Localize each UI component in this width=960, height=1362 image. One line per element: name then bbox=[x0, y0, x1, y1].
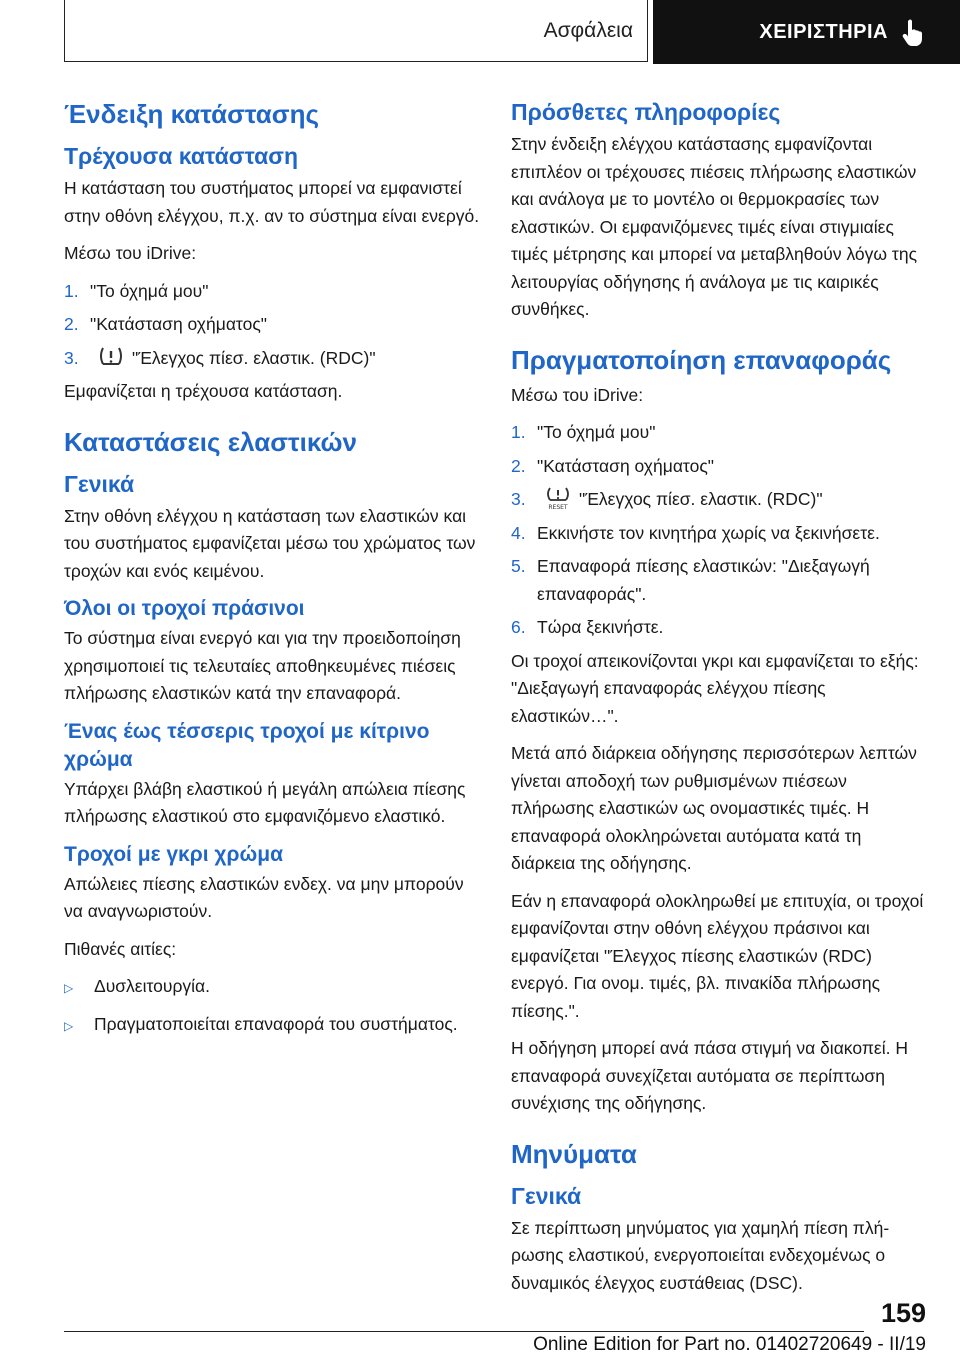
step-number: 4. bbox=[511, 522, 526, 543]
step-number: 2. bbox=[64, 314, 79, 334]
list-item bbox=[511, 614, 927, 642]
list-item bbox=[511, 419, 927, 447]
yellow-wheels-heading: Ένας έως τέσσερις τροχοί με κίτρινο χρώμα bbox=[64, 719, 430, 771]
hand-pointer-icon bbox=[902, 18, 924, 46]
reset-text-4: Η οδήγηση μπορεί ανά πάσα στιγμή να διακοπεί. Η επαναφορά συνεχίζεται αυτόματα σε περίπτωση συνέχισης της οδήγησης. bbox=[511, 1038, 908, 1113]
list-item bbox=[511, 486, 927, 514]
step-number: 5. bbox=[511, 556, 526, 576]
triangle-bullet-icon: ▷ bbox=[64, 1018, 74, 1033]
messages-title: Μηνύματα bbox=[511, 1138, 637, 1169]
cause-text: Δυσλειτουργία. bbox=[94, 976, 211, 996]
yellow-wheels-text: Υπάρχει βλάβη ελαστικού ή μεγάλη απώλεια πίεσης πλήρωσης ελαστικού στο εμφανιζόμενο ελαστικό. bbox=[64, 778, 466, 826]
general-heading: Γενικά bbox=[64, 470, 135, 497]
step-text: "Έλεγχος πίεσ. ελαστικ. (RDC)" bbox=[579, 489, 823, 509]
step-text: Τώρα ξεκινήστε. bbox=[537, 617, 664, 637]
step-text: "Το όχημά μου" bbox=[90, 280, 209, 301]
tire-pressure-warning-icon bbox=[98, 345, 124, 367]
step-text: Εκκινήστε τον κινητήρα χωρίς να ξεκινήσετε. bbox=[537, 522, 880, 543]
reset-text-3: Εάν η επαναφορά ολοκληρωθεί με επιτυχία, οι τροχοί εμφανίζονται στην οθόνη ελέγχου πράσινοι και εμφανίζεται "Έλεγχος πίεσης ελαστικών (RDC) ενεργό. Για ονομ. τιμές, βλ. πινακίδα πλήρωσης πίεσης.". bbox=[511, 890, 924, 1021]
general-text: Στην οθόνη ελέγχου η κατάσταση των ελαστικών και του συστήματος εμφανίζεται μέσω του χρώματος των τροχών και ενός κειμένου. bbox=[64, 505, 476, 581]
current-status-result: Εμφανίζεται η τρέχουσα κατάσταση. bbox=[64, 381, 343, 401]
footer-edition: Online Edition for Part no. 01402720649 - II/19 bbox=[533, 1334, 926, 1355]
step-number: 3. bbox=[64, 347, 79, 368]
step-number: 1. bbox=[64, 280, 79, 301]
reset-steps bbox=[511, 419, 927, 642]
list-item bbox=[64, 345, 480, 373]
left-column bbox=[64, 98, 480, 1048]
list-item bbox=[64, 311, 480, 339]
status-display-title: Ένδειξη κατάστασης bbox=[64, 99, 319, 129]
header-chapter-tab bbox=[653, 0, 960, 64]
step-number: 2. bbox=[511, 455, 526, 476]
tire-pressure-reset-icon bbox=[545, 486, 571, 510]
grey-wheels-text: Απώλειες πίεσης ελαστικών ενδεχ. να μην μπορούν να αναγνωριστούν. bbox=[64, 873, 464, 921]
step-number: 6. bbox=[511, 617, 526, 637]
all-green-text: Το σύστημα είναι ενεργό και για την προειδοποίηση χρησιμοποιεί τις τελευταίες αποθηκευμένες πιέσεις πλήρωσης ελαστικών κατά την επαναφορά. bbox=[64, 628, 461, 703]
list-item bbox=[511, 520, 927, 548]
reset-text-1: Οι τροχοί απεικονίζονται γκρι και εμφανίζεται το εξής: "Διεξαγωγή επαναφοράς ελέγχου πίεσης ελαστικών…". bbox=[511, 650, 919, 726]
list-item bbox=[511, 553, 927, 608]
step-number: 1. bbox=[511, 422, 526, 442]
step-text: "Κατάσταση οχήματος" bbox=[90, 314, 267, 334]
reset-text-2: Μετά από διάρκεια οδήγησης περισσότερων λεπτών γίνεται αποδοχή των ρυθμισμένων πιέσεων πλήρωσης ελαστικών ως ονομαστικές τιμές. Η επαναφορά ολοκληρώνεται αυτόματα κατά τη διάρκεια της οδήγησης. bbox=[511, 743, 917, 873]
header-section-label: Ασφάλεια bbox=[543, 18, 633, 42]
header-chapter-label: ΧΕΙΡΙΣΤΗΡΙΑ bbox=[759, 20, 888, 43]
reset-title: Πραγματοποίηση επαναφοράς bbox=[511, 344, 892, 375]
additional-info-text: Στην ένδειξη ελέγχου κατάστασης εμφανίζονται επιπλέον οι τρέχουσες πιέσεις πλήρωσης ελαστικών και ανάλογα με το μοντέλο οι θερμοκρασίες των ελαστικών. Οι εμφανιζόμενες τιμές είναι στιγμιαίες τιμές μέτρησης και μπορεί να μεταβληθούν λόγω της λειτουργίας οδήγησης ή ανάλογα με τις καιρικές συνθήκες. bbox=[511, 134, 918, 319]
step-number: 3. bbox=[511, 489, 526, 509]
list-item bbox=[64, 973, 480, 1003]
step-text: "Κατάσταση οχήματος" bbox=[537, 455, 714, 476]
triangle-bullet-icon: ▷ bbox=[64, 981, 74, 995]
additional-info-heading: Πρόσθετες πληροφορίες bbox=[511, 99, 781, 125]
messages-general-heading: Γενικά bbox=[511, 1182, 582, 1209]
list-item bbox=[64, 1011, 480, 1041]
possible-causes-list bbox=[64, 973, 480, 1040]
svg-text:RESET: RESET bbox=[548, 504, 568, 510]
grey-wheels-heading: Τροχοί με γκρι χρώμα bbox=[64, 842, 283, 866]
list-item bbox=[64, 278, 480, 306]
step-text: "Έλεγχος πίεσ. ελαστικ. (RDC)" bbox=[132, 347, 376, 368]
header-section-box bbox=[64, 0, 648, 62]
tire-states-title: Καταστάσεις ελαστικών bbox=[64, 426, 357, 457]
all-green-heading: Όλοι οι τροχοί πράσινοι bbox=[64, 597, 305, 620]
footer-divider bbox=[64, 1331, 864, 1332]
current-status-steps bbox=[64, 278, 480, 373]
list-item bbox=[511, 453, 927, 481]
step-text: Επαναφορά πίεσης ελαστικών: "Διεξαγωγή επαναφοράς". bbox=[537, 556, 870, 604]
current-status-heading: Τρέχουσα κατάσταση bbox=[64, 143, 299, 169]
messages-general-text: Σε περίπτωση μηνύματος για χαμηλή πίεση πλήρωσης ελαστικού, ενεργοποιείται ενδεχομένως ο δυναμικός έλεγχος ευστάθειας (DSC). bbox=[511, 1217, 890, 1293]
possible-causes-label: Πιθανές αιτίες: bbox=[64, 938, 177, 959]
right-column bbox=[511, 98, 927, 1307]
via-idrive-text: Μέσω του iDrive: bbox=[64, 243, 197, 263]
page-number: 159 bbox=[880, 1298, 926, 1328]
cause-text: Πραγματοποιείται επαναφορά του συστήματος. bbox=[94, 1013, 458, 1034]
current-status-text: Η κατάσταση του συστήματος μπορεί να εμφανιστεί στην οθόνη ελέγχου, π.χ. αν το σύστημα είναι ενεργό. bbox=[64, 178, 480, 226]
step-text: "Το όχημά μου" bbox=[537, 422, 656, 442]
reset-via-idrive: Μέσω του iDrive: bbox=[511, 384, 644, 405]
